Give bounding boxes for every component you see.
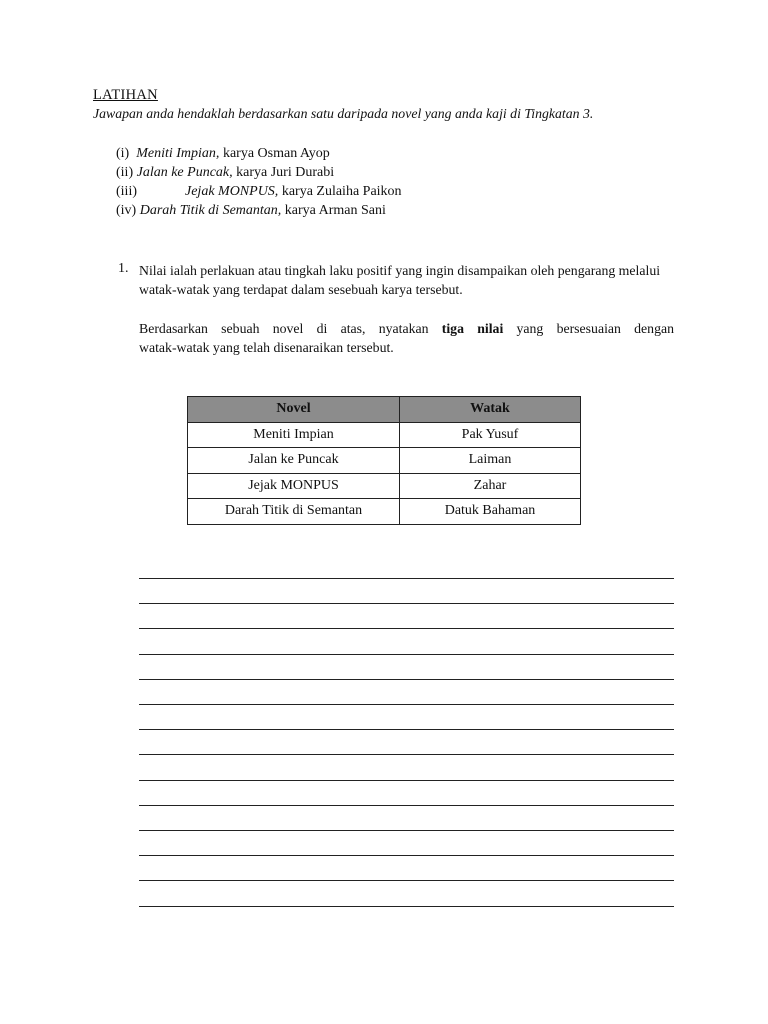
answer-line bbox=[139, 729, 674, 730]
table-header-row bbox=[188, 397, 581, 423]
novel-number: (iv) bbox=[116, 203, 137, 218]
answer-line bbox=[139, 780, 674, 781]
table-cell-novel: Jalan ke Puncak bbox=[188, 448, 400, 474]
novel-list-item bbox=[116, 184, 402, 200]
answer-line bbox=[139, 754, 674, 755]
novel-author: karya Osman Ayop bbox=[222, 146, 330, 161]
table-row bbox=[188, 473, 581, 499]
column-header-watak: Watak bbox=[400, 397, 581, 423]
column-header-novel: Novel bbox=[188, 397, 400, 423]
novel-title: Meniti Impian, bbox=[136, 146, 220, 161]
novel-list-item bbox=[116, 165, 334, 181]
question-line-1 bbox=[139, 319, 674, 338]
answer-line bbox=[139, 906, 674, 907]
novel-list-item bbox=[116, 146, 330, 162]
novel-list-item bbox=[116, 203, 386, 219]
instruction-text: Jawapan anda hendaklah berdasarkan satu daripada novel yang anda kaji di Tingkatan 3. bbox=[93, 106, 594, 121]
answer-line bbox=[139, 880, 674, 881]
novel-number: (i) bbox=[116, 146, 130, 161]
novel-number: (ii) bbox=[116, 165, 134, 180]
novel-title: Darah Titik di Semantan, bbox=[139, 203, 282, 218]
novel-author: karya Arman Sani bbox=[284, 203, 386, 218]
answer-line bbox=[139, 855, 674, 856]
exercise-heading: LATIHAN bbox=[93, 87, 158, 103]
answer-line bbox=[139, 628, 674, 629]
table-cell-watak: Datuk Bahaman bbox=[400, 499, 581, 525]
novel-number: (iii) bbox=[116, 184, 137, 199]
table-cell-watak: Zahar bbox=[400, 473, 581, 499]
answer-line bbox=[139, 654, 674, 655]
answer-line bbox=[139, 704, 674, 705]
novel-author: karya Juri Durabi bbox=[236, 165, 335, 180]
question-line-2: watak-watak yang telah disenaraikan tersebut. bbox=[139, 340, 394, 355]
novel-author: karya Zulaiha Paikon bbox=[281, 184, 402, 199]
answer-line bbox=[139, 578, 674, 579]
table-row bbox=[188, 448, 581, 474]
answer-line bbox=[139, 679, 674, 680]
table-cell-novel: Jejak MONPUS bbox=[188, 473, 400, 499]
question-paragraph-2 bbox=[139, 319, 674, 357]
novel-character-table bbox=[187, 396, 581, 525]
answer-line bbox=[139, 603, 674, 604]
question-text-start: Berdasarkan sebuah novel di atas, nyatakan bbox=[139, 321, 429, 336]
table-cell-watak: Laiman bbox=[400, 448, 581, 474]
novel-title: Jejak MONPUS, bbox=[185, 184, 279, 199]
question-bold-phrase: tiga nilai bbox=[441, 321, 504, 336]
table-cell-novel: Darah Titik di Semantan bbox=[188, 499, 400, 525]
question-paragraph-1: Nilai ialah perlakuan atau tingkah laku positif yang ingin disampaikan oleh pengarang melalui watak-watak yang terdapat dalam sesebuah karya tersebut. bbox=[139, 263, 661, 297]
answer-line bbox=[139, 805, 674, 806]
table-row bbox=[188, 422, 581, 448]
table-cell-novel: Meniti Impian bbox=[188, 422, 400, 448]
answer-line bbox=[139, 830, 674, 831]
question-number: 1. bbox=[118, 261, 129, 276]
table-row bbox=[188, 499, 581, 525]
novel-title: Jalan ke Puncak, bbox=[136, 165, 233, 180]
table-cell-watak: Pak Yusuf bbox=[400, 422, 581, 448]
question-text-end: yang bersesuaian dengan bbox=[516, 321, 674, 336]
